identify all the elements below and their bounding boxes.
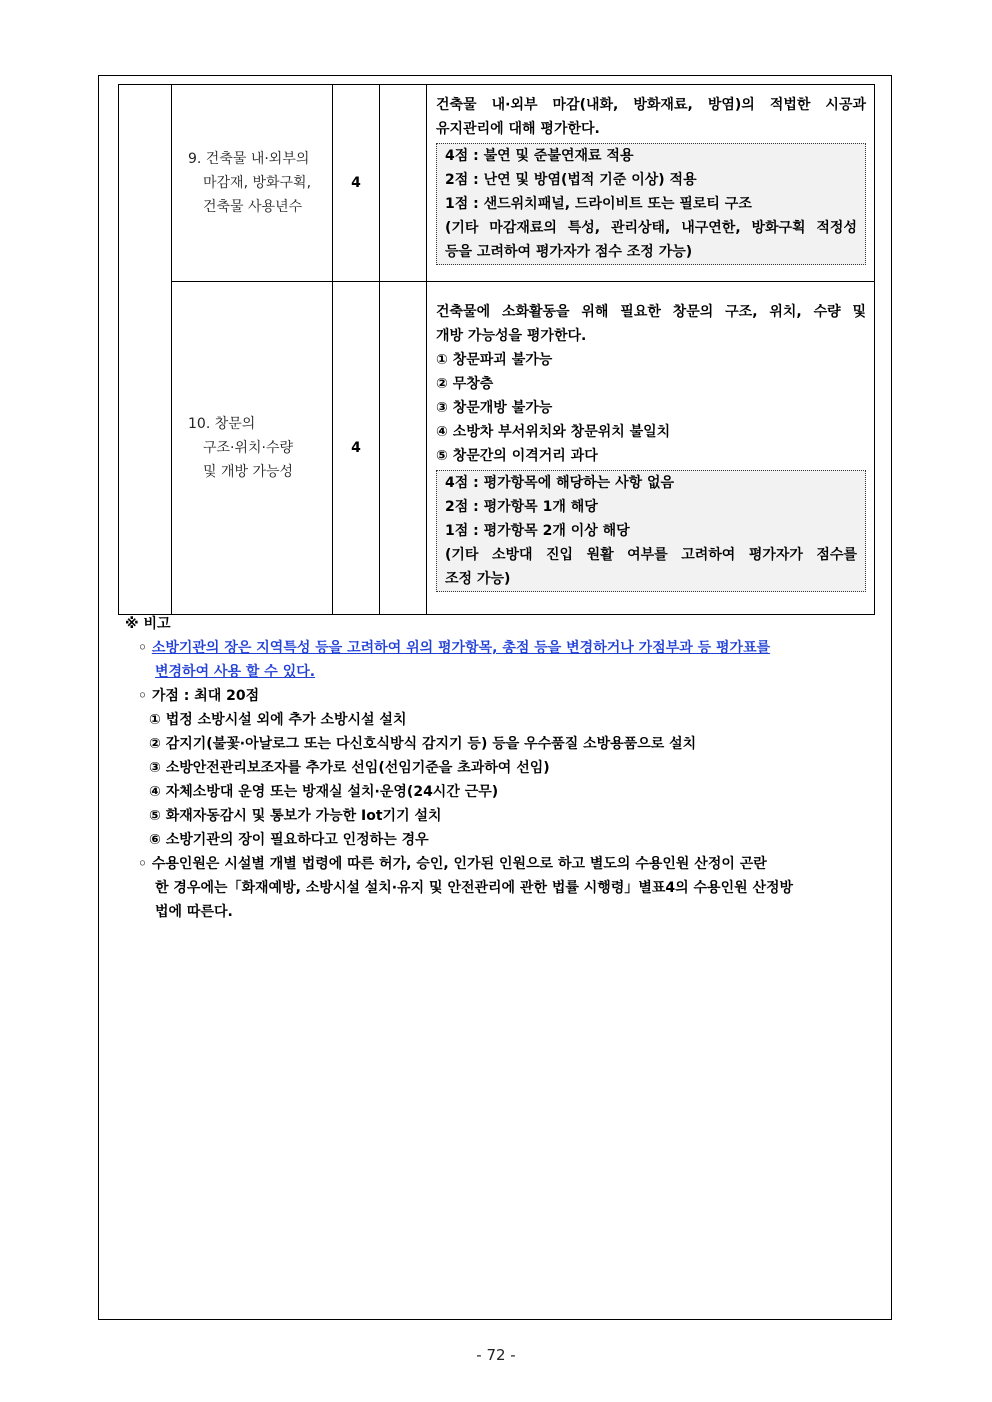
bonus-title: 가점 : 최대 20점 (151, 688, 260, 704)
bullet-mark: ◦ (138, 688, 147, 704)
list-item: ④ 소방차 부서위치와 창문위치 불일치 (436, 424, 671, 440)
bonus-item: ④ 자체소방대 운영 또는 방재실 설치·운영(24시간 근무) (149, 784, 499, 800)
note-item-continued (125, 660, 870, 684)
criteria-box (436, 143, 866, 265)
description-cell (427, 85, 875, 282)
blank-cell (380, 85, 427, 282)
bonus-item: ② 감지기(불꽃·아날로그 또는 다신호식방식 감지기 등) 등을 우수품질 소방용품으로 설치 (149, 736, 697, 752)
criteria-line: 2점 : 평가항목 1개 해당 (445, 499, 598, 515)
description-line: 건축물에 소화활동을 위해 필요한 창문의 구조, 위치, 수량 및 (436, 304, 866, 320)
criteria-line: 등을 고려하여 평가자가 점수 조정 가능) (445, 244, 693, 260)
item-line: 구조·위치·수량 (203, 440, 294, 456)
criteria-line: (기타 소방대 진입 원활 여부를 고려하여 평가자가 점수를 (445, 547, 857, 563)
item-cell (172, 85, 333, 282)
category-cell (119, 85, 172, 615)
description-line: 건축물 내·외부 마감(내화, 방화재료, 방염)의 적법한 시공과 (436, 97, 866, 113)
evaluation-table (118, 84, 875, 615)
criteria-line: 1점 : 샌드위치패널, 드라이비트 또는 필로티 구조 (445, 196, 752, 212)
list-item: ⑤ 창문간의 이격거리 과다 (436, 448, 598, 464)
table-row (119, 85, 875, 282)
note-link[interactable]: 소방기관의 장은 지역특성 등을 고려하여 위의 평가항목, 총점 등을 변경하거나 가점부과 등 평가표를 (151, 640, 771, 656)
table-row (119, 282, 875, 615)
note-item-continued: 법에 따른다. (155, 904, 233, 920)
description-line: 개방 가능성을 평가한다. (436, 328, 587, 344)
description-cell (427, 282, 875, 615)
score-cell: 4 (333, 85, 380, 282)
criteria-line: 4점 : 평가항목에 해당하는 사항 없음 (445, 475, 675, 491)
blank-cell (380, 282, 427, 615)
item-line: 10. 창문의 (188, 416, 256, 432)
item-line: 마감재, 방화구획, (203, 175, 312, 191)
notes-heading: ※ 비고 (125, 616, 171, 632)
criteria-line: 조정 가능) (445, 571, 511, 587)
score-cell: 4 (333, 282, 380, 615)
bonus-item: ③ 소방안전관리보조자를 추가로 선임(선임기준을 초과하여 선임) (149, 760, 550, 776)
notes-section (125, 612, 870, 924)
bonus-item: ① 법정 소방시설 외에 추가 소방시설 설치 (149, 712, 407, 728)
note-text: 수용인원은 시설별 개별 법령에 따른 허가, 승인, 인가된 인원으로 하고 별도의 수용인원 산정이 곤란 (151, 856, 767, 872)
bonus-item: ⑤ 화재자동감시 및 통보가 가능한 Iot기기 설치 (149, 808, 442, 824)
item-cell (172, 282, 333, 615)
criteria-line: (기타 마감재료의 특성, 관리상태, 내구연한, 방화구획 적정성 (445, 220, 857, 236)
note-item-continued: 한 경우에는「화재예방, 소방시설 설치·유지 및 안전관리에 관한 법률 시행령」별표4의 수용인원 산정방 (155, 880, 794, 896)
criteria-line: 4점 : 불연 및 준불연재료 적용 (445, 148, 634, 164)
bullet-mark: ◦ (138, 640, 147, 656)
list-item: ② 무창층 (436, 376, 494, 392)
criteria-box (436, 470, 866, 592)
criteria-line: 2점 : 난연 및 방염(법적 기준 이상) 적용 (445, 172, 697, 188)
item-line: 9. 건축물 내·외부의 (188, 151, 310, 167)
note-item (125, 852, 870, 876)
item-line: 건축물 사용년수 (203, 199, 303, 215)
criteria-line: 1점 : 평가항목 2개 이상 해당 (445, 523, 630, 539)
note-item (125, 636, 870, 660)
description-line: 유지관리에 대해 평가한다. (436, 121, 600, 137)
list-item: ① 창문파괴 불가능 (436, 352, 553, 368)
bullet-mark: ◦ (138, 856, 147, 872)
page-number: - 72 - (476, 1346, 516, 1364)
bonus-item: ⑥ 소방기관의 장이 필요하다고 인정하는 경우 (149, 832, 429, 848)
list-item: ③ 창문개방 불가능 (436, 400, 553, 416)
note-item (125, 684, 870, 708)
note-link[interactable]: 변경하여 사용 할 수 있다. (155, 664, 316, 680)
item-line: 및 개방 가능성 (203, 464, 294, 480)
